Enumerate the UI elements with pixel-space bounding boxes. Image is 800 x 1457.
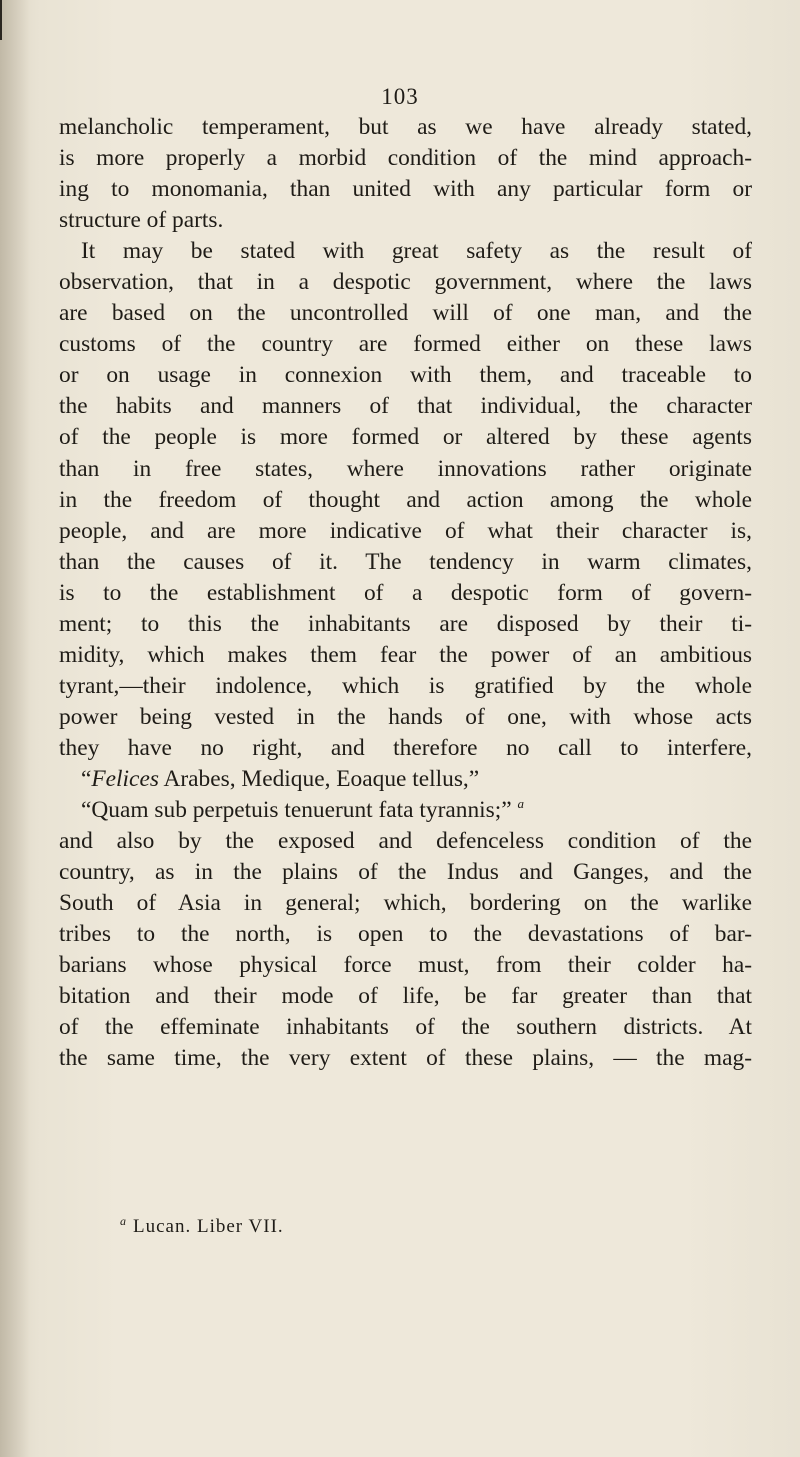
text-line: is to the establishment of a despotic form of govern- (59, 579, 752, 606)
quotation-text: “Quam sub perpetuis tenuerunt fata tyrannis;” (81, 797, 512, 824)
page-number: 103 (381, 84, 419, 109)
text-line: observation, that in a despotic government, where the laws (59, 269, 752, 296)
text-line: is more properly a morbid condition of the mind approach- (59, 145, 752, 172)
footnote (120, 1213, 284, 1238)
text-line: tyrant,—their indolence, which is gratified by the whole (59, 672, 752, 699)
quotation-line: “Felices Arabes, Medique, Eoaque tellus,” (81, 765, 480, 792)
text-line: ment; to this the inhabitants are disposed by their ti- (59, 610, 752, 637)
italic-word: Felices (91, 765, 159, 792)
text-line: they have no right, and therefore no call to interfere, (59, 734, 752, 761)
footnote-marker: a (120, 1213, 127, 1228)
text-line: of the people is more formed or altered by these agents (59, 424, 752, 451)
page-edge-mark (0, 0, 2, 40)
text-line: the habits and manners of that individual, the character (59, 393, 752, 420)
text-line: structure of parts. (59, 207, 224, 234)
text-line: the same time, the very extent of these plains, — the mag- (59, 1045, 752, 1072)
text-line: or on usage in connexion with them, and traceable to (59, 362, 752, 389)
text-line: bitation and their mode of life, be far greater than that (59, 983, 752, 1010)
text-line: than in free states, where innovations rather originate (59, 455, 752, 482)
body-text (59, 112, 752, 1074)
quotation-line-with-footnote-ref (59, 795, 752, 826)
text-line: ing to monomania, than united with any particular form or (59, 176, 752, 203)
text-line: people, and are more indicative of what their character is, (59, 517, 752, 544)
text-line: It may be stated with great safety as the result of (81, 238, 752, 265)
text-line: customs of the country are formed either on these laws (59, 331, 752, 358)
text-line: than the causes of it. The tendency in warm climates, (59, 548, 752, 575)
text-line: midity, which makes them fear the power of an ambitious (59, 641, 752, 668)
text-line: power being vested in the hands of one, with whose acts (59, 703, 752, 730)
text-line: melancholic temperament, but as we have already stated, (59, 114, 752, 140)
text-line: country, as in the plains of the Indus and Ganges, and the (59, 859, 752, 886)
text-line: of the effeminate inhabitants of the southern districts. At (59, 1014, 752, 1041)
footnote-text: Lucan. Liber VII. (133, 1216, 284, 1237)
text-line: in the freedom of thought and action among the whole (59, 486, 752, 513)
page-gutter-shadow (0, 0, 30, 1457)
text-line: tribes to the north, is open to the devastations of bar- (59, 921, 752, 948)
text-line: barians whose physical force must, from their colder ha- (59, 952, 752, 979)
text-line: and also by the exposed and defenceless condition of the (59, 828, 752, 855)
footnote-reference-marker: a (517, 796, 524, 812)
text-line: are based on the uncontrolled will of one man, and the (59, 300, 752, 327)
text-line: South of Asia in general; which, bordering on the warlike (59, 890, 752, 917)
